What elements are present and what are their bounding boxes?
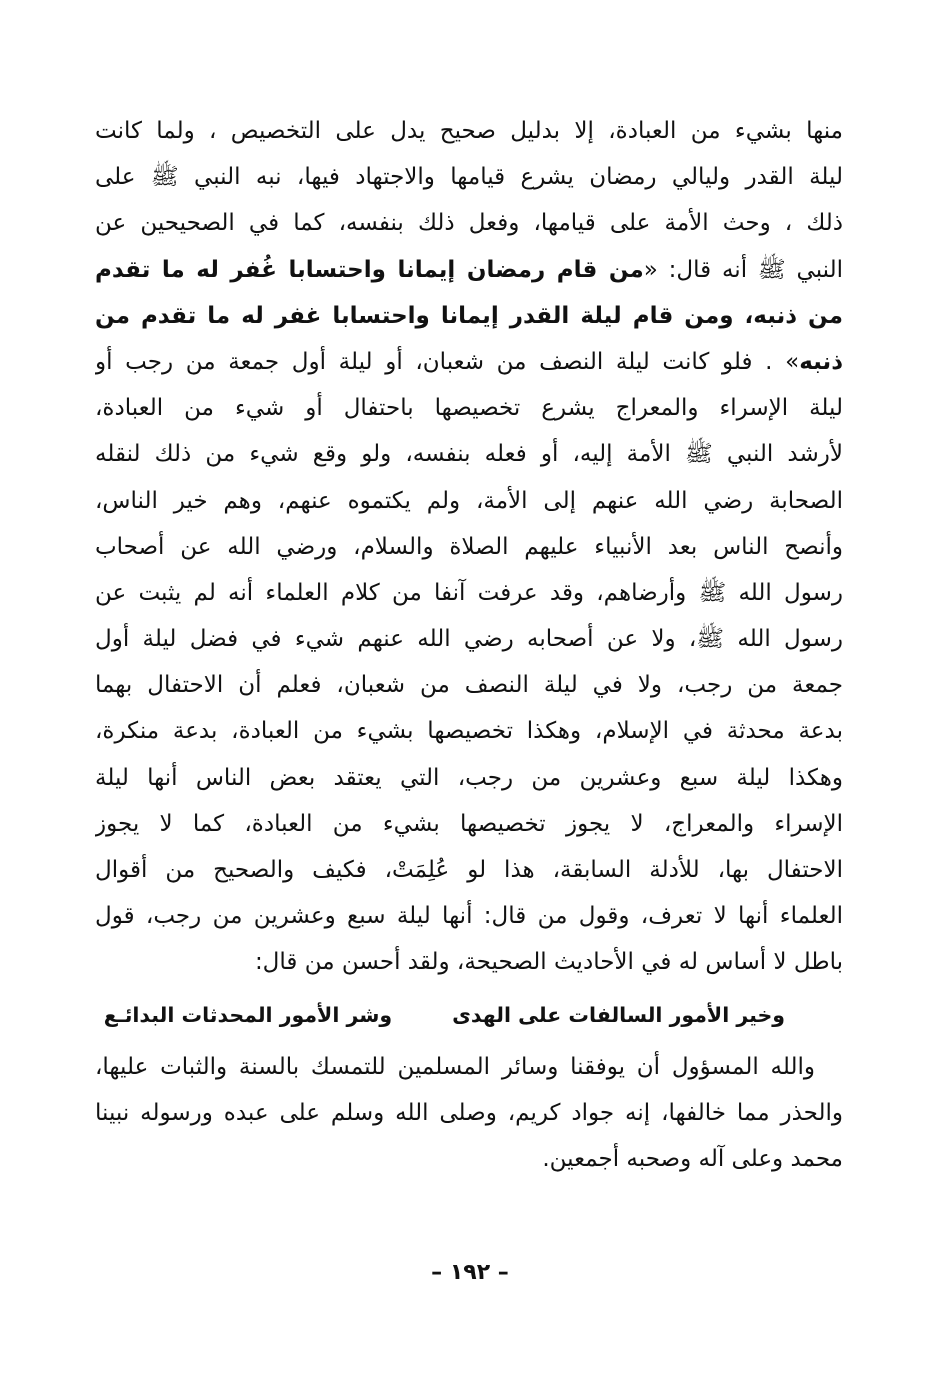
text-line: وهكذا ليلة سبع وعشرين من رجب، التي يعتقد بعض الناس أنها ليلة — [95, 764, 843, 791]
text-line — [95, 293, 843, 339]
text-line: ليلة القدر وليالي رمضان يشرع قيامها والاجتهاد فيها، نبه النبي ﷺ على — [95, 164, 843, 191]
poem-first-hemistich: وخير الأمور السالفات على الهدى — [452, 1002, 785, 1027]
paragraph-2 — [95, 1044, 843, 1183]
text-line — [95, 339, 843, 385]
poem-verse — [95, 986, 843, 1044]
paragraph-1 — [95, 108, 843, 986]
text-line: ذلك ، وحث الأمة على قيامها، وفعل ذلك بنفسه، كما في الصحيحين عن — [95, 210, 843, 237]
text-line: رسول الله ﷺ وأرضاهم، وقد عرفت آنفا من كلام العلماء أنه لم يثبت عن — [95, 579, 843, 606]
text-line: محمد وعلى آله وصحبه أجمعين. — [542, 1145, 843, 1172]
text-line: والحذر مما خالفها، إنه جواد كريم، وصلى الله وسلم على عبده ورسوله نبينا — [95, 1099, 843, 1126]
text-line: وأنصح الناس بعد الأنبياء عليهم الصلاة والسلام، ورضي الله عن أصحاب — [95, 533, 843, 560]
text-line: بدعة محدثة في الإسلام، وهكذا تخصيصها بشيء من العبادة، بدعة منكرة، — [95, 718, 843, 745]
text-line — [95, 247, 843, 293]
text-line: منها بشيء من العبادة، إلا بدليل صحيح يدل على التخصيص ، ولما كانت — [95, 118, 843, 144]
hadith-text: من قام رمضان إيمانا واحتسابا غُفر له ما تقدم — [95, 256, 644, 283]
text-line: الاحتفال بها، للأدلة السابقة، هذا لو عُلِمَتْ، فكيف والصحيح من أقوال — [95, 857, 843, 883]
text-line: رسول الله ﷺ، ولا عن أصحابه رضي الله عنهم شيء في فضل ليلة أول — [95, 626, 843, 653]
text-line: الإسراء والمعراج، لا يجوز تخصيصها بشيء من العبادة، كما لا يجوز — [95, 810, 843, 837]
text-line: الصحابة رضي الله عنهم إلى الأمة، ولم يكتموه عنهم، وهم خير الناس، — [95, 487, 843, 514]
page-number: – ١٩٢ – — [431, 1260, 509, 1285]
text-line: العلماء أنها لا تعرف، وقول من قال: أنها ليلة سبع وعشرين من رجب، قول — [95, 903, 843, 930]
text-segment: » . فلو كانت ليلة النصف من شعبان، أو ليلة أول جمعة من رجب أو — [95, 348, 800, 375]
text-line: باطل لا أساس له في الأحاديث الصحيحة، ولقد أحسن من قال: — [254, 949, 843, 976]
text-line: لأرشد النبي ﷺ الأمة إليه، أو فعله بنفسه، ولو وقع شيء من ذلك لنقله — [95, 441, 843, 468]
hadith-text: ذنبه — [799, 348, 843, 375]
hadith-text: من ذنبه، ومن قام ليلة القدر إيمانا واحتسابا غفر له ما تقدم من — [95, 302, 843, 329]
poem-second-hemistich: وشر الأمور المحدثات البدائـع — [103, 1002, 393, 1027]
text-line: ليلة الإسراء والمعراج يشرع تخصيصها باحتفال أو شيء من العبادة، — [95, 395, 843, 422]
hadith-intro: النبي ﷺ أنه قال: « — [643, 256, 843, 283]
text-line: والله المسؤول أن يوفقنا وسائر المسلمين للتمسك بالسنة والثبات عليها، — [95, 1053, 815, 1080]
page-body — [95, 108, 843, 1182]
text-line: جمعة من رجب، ولا في ليلة النصف من شعبان، فعلم أن الاحتفال بهما — [95, 672, 843, 699]
